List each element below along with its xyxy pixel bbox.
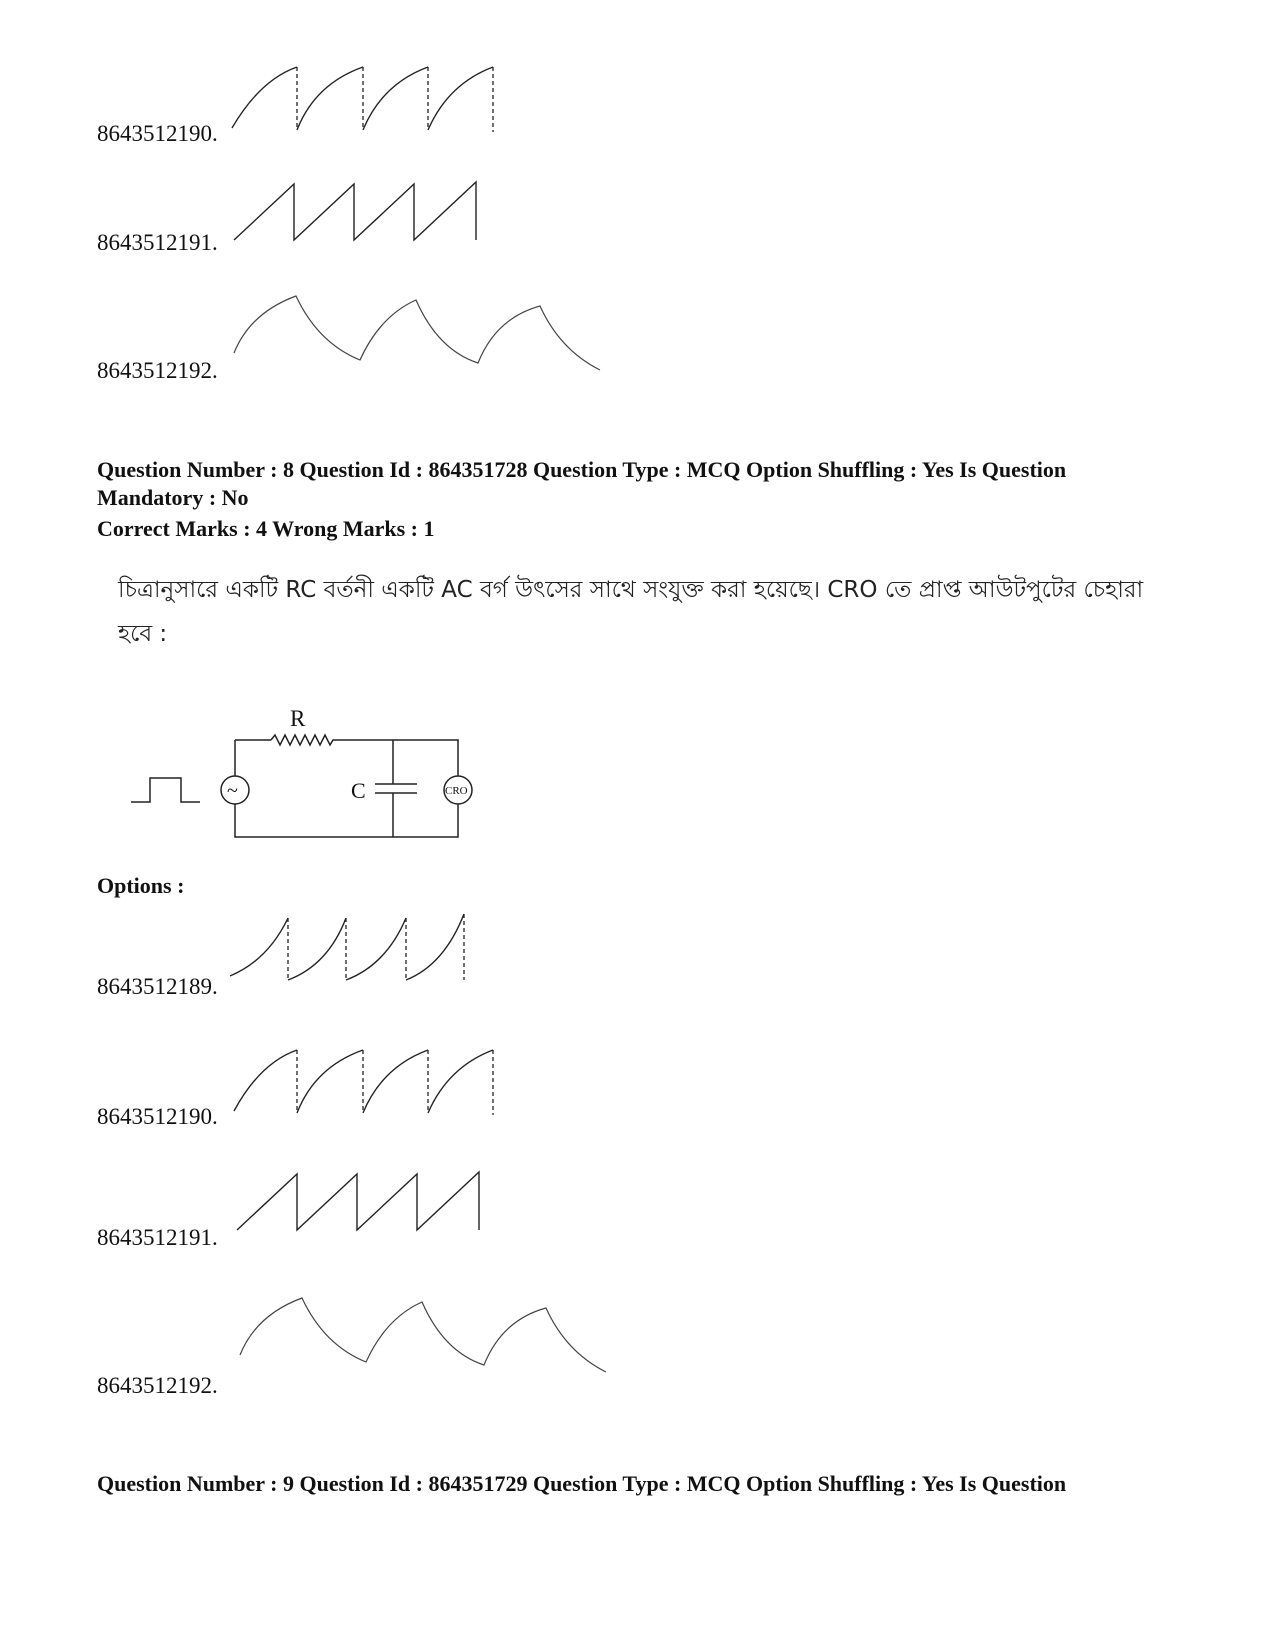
question-text	[118, 576, 1168, 648]
question-text-line: চিত্রানুসারে একটি RC বর্তনী একটি AC বর্গ উৎসের সাথে সংযুক্ত করা হয়েছে। CRO তে প্রাপ্ত আউটপুটের চেহারা	[118, 577, 1144, 603]
ac-source-glyph: ~	[227, 780, 238, 802]
waveform-dashed-sawtooth-concave	[230, 1045, 500, 1120]
waveform-rc-charge-discharge	[236, 1290, 616, 1380]
rc-circuit-diagram	[125, 700, 485, 845]
options-label: Options :	[97, 873, 185, 898]
square-pulse-symbol	[131, 778, 200, 802]
question-header-line: Mandatory : No	[97, 485, 249, 510]
resistor-symbol	[271, 735, 337, 745]
question-header: Question Number : 9 Question Id : 864351729 Question Type : MCQ Option Shuffling : Yes Is Question	[97, 1471, 1067, 1496]
question-header-line: Question Number : 8 Question Id : 864351728 Question Type : MCQ Option Shuffling : Yes Is Question	[97, 457, 1067, 482]
waveform-sawtooth-linear	[233, 1168, 488, 1238]
waveform-dashed-sawtooth-concave	[230, 62, 500, 137]
option-number: 8643512190.	[97, 121, 218, 146]
capacitor-label: C	[351, 778, 366, 803]
waveform-rc-charge-discharge	[230, 288, 610, 378]
option-number: 8643512191.	[97, 1225, 218, 1250]
question-text-line: হবে :	[118, 621, 168, 647]
option-number: 8643512192.	[97, 1373, 218, 1398]
option-number: 8643512190.	[97, 1104, 218, 1129]
waveform-dashed-sawtooth-convex	[228, 910, 473, 985]
cro-label: CRO	[445, 785, 468, 797]
waveform-sawtooth-linear	[230, 178, 485, 248]
option-number: 8643512192.	[97, 358, 218, 383]
question-header	[97, 456, 1177, 512]
marks-line: Correct Marks : 4 Wrong Marks : 1	[97, 516, 435, 541]
resistor-label: R	[290, 706, 306, 731]
option-number: 8643512191.	[97, 230, 218, 255]
option-number: 8643512189.	[97, 974, 218, 999]
